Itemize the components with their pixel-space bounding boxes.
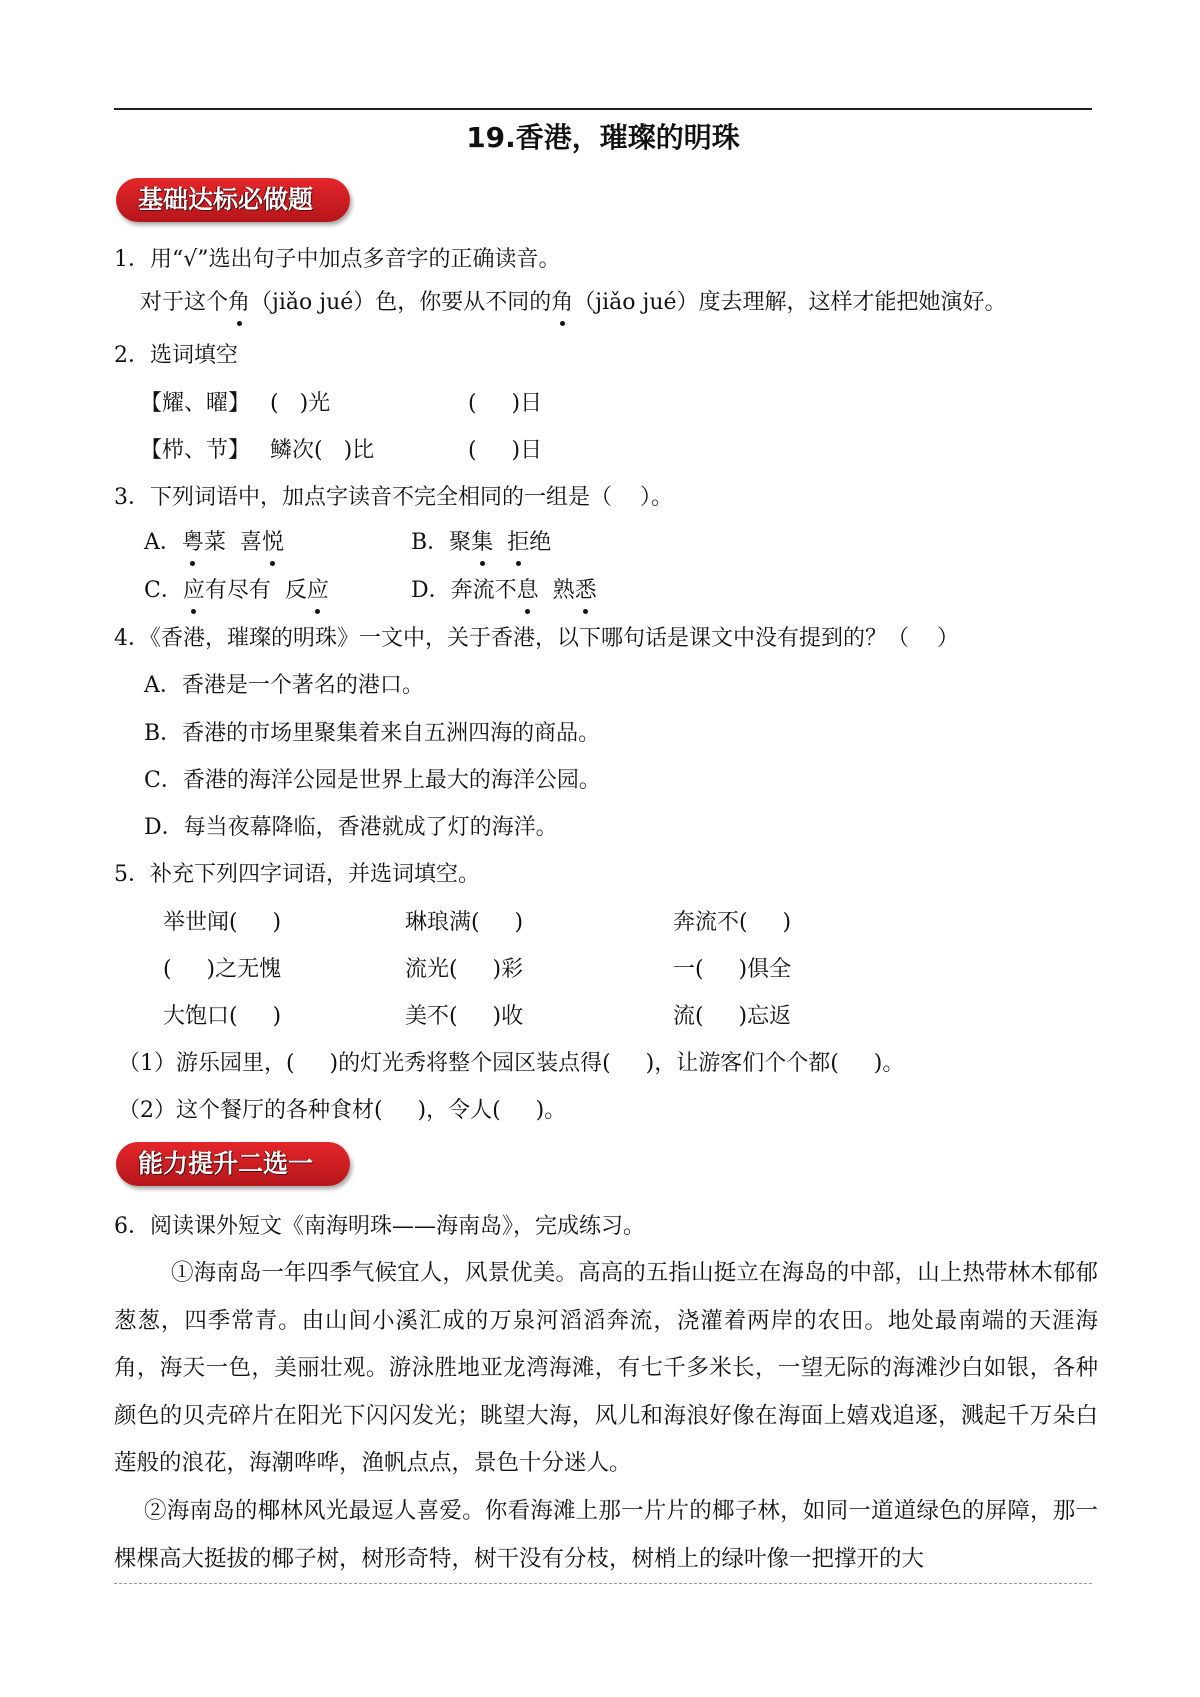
q5-idiom-r2c3: 一( )俱全 — [673, 957, 792, 982]
q3-a-word2-prefix: 喜 — [239, 530, 262, 555]
q3-d-label: D． — [411, 578, 451, 603]
q5-idiom-r1c2: 琳琅满( ) — [405, 910, 524, 935]
q3-option-c — [144, 574, 329, 608]
q2-row2-blank-b: ( )日 — [468, 438, 543, 463]
q3-c-dot1: 应 — [183, 574, 205, 608]
q1-text-c: （jiǎo jué）度去理解，这样才能把她演好。 — [573, 290, 1007, 315]
q3-b-dot1: 集 — [471, 526, 493, 560]
q3-c-label: C． — [144, 578, 183, 603]
q2-row2-blank-a: 鳞次( )比 — [270, 438, 375, 463]
q2-row1-options: 【耀、曜】 — [140, 391, 251, 416]
q5-idiom-r3c1: 大饱口( ) — [163, 1004, 282, 1029]
q3-b-dot2: 拒 — [507, 526, 529, 560]
q1-sentence — [140, 286, 1007, 320]
q5-stem: 5．补充下列四字词语，并选词填空。 — [114, 862, 480, 887]
q3-c-word2-prefix: 反 — [284, 578, 307, 603]
q5-idiom-r1c1: 举世闻( ) — [163, 910, 282, 935]
q3-option-a — [144, 526, 284, 560]
q3-d-word1-prefix: 奔流不 — [450, 578, 517, 603]
q5-sentence-1: （1）游乐园里，( )的灯光秀将整个园区装点得( )，让游客们个个都( )。 — [118, 1051, 905, 1076]
q3-option-b — [411, 526, 551, 560]
underline-rule — [114, 1583, 1092, 1584]
q5-idiom-r1c3: 奔流不( ) — [673, 910, 792, 935]
q5-idiom-r2c1: ( )之无愧 — [163, 957, 282, 982]
q1-stem: 1．用“√”选出句子中加点多音字的正确读音。 — [114, 247, 561, 272]
q1-dotted-char-2: 角 — [551, 286, 573, 320]
section-badge-basic: 基础达标必做题 — [116, 178, 350, 222]
q5-idiom-r3c2: 美不( )收 — [405, 1004, 524, 1029]
q1-text-b: （jiǎo jué）色，你要从不同的 — [250, 290, 552, 315]
q4-option-a: A．香港是一个著名的港口。 — [144, 673, 424, 698]
q4-option-d: D．每当夜幕降临，香港就成了灯的海洋。 — [144, 815, 558, 840]
q3-c-dot2: 应 — [307, 574, 329, 608]
q4-option-c: C．香港的海洋公园是世界上最大的海洋公园。 — [144, 768, 601, 793]
q5-idiom-r2c2: 流光( )彩 — [405, 957, 524, 982]
q4-stem: 4．《香港，璀璨的明珠》一文中，关于香港，以下哪句话是课文中没有提到的？（ ） — [114, 626, 959, 651]
q3-d-dot1: 息 — [517, 574, 539, 608]
q6-stem: 6．阅读课外短文《南海明珠——海南岛》，完成练习。 — [114, 1214, 645, 1239]
q2-row2-options: 【栉、节】 — [140, 438, 251, 463]
header-rule — [114, 108, 1092, 110]
section-badge-advanced: 能力提升二选一 — [116, 1142, 350, 1186]
q3-a-dot2: 悦 — [262, 526, 284, 560]
q2-stem: 2．选词填空 — [114, 343, 238, 368]
q1-text-a: 对于这个 — [140, 290, 229, 315]
q4-option-b: B．香港的市场里聚集着来自五洲四海的商品。 — [144, 721, 601, 746]
q1-dotted-char-1: 角 — [228, 286, 250, 320]
page-title: 19.香港，璀璨的明珠 — [466, 121, 740, 154]
q3-stem: 3．下列词语中，加点字读音不完全相同的一组是（ ）。 — [114, 485, 673, 510]
q2-row1-blank-a: ( )光 — [270, 391, 331, 416]
q3-a-label: A． — [144, 530, 182, 555]
q3-a-word1-rest: 菜 — [203, 530, 226, 555]
q3-d-dot2: 悉 — [575, 574, 597, 608]
q6-paragraph-2: ②海南岛的椰林风光最逗人喜爱。你看海滩上那一片片的椰子林，如同一道道绿色的屏障，那一棵棵高大挺拔的椰子树，树形奇特，树干没有分枝，树梢上的绿叶像一把撑开的大 — [114, 1498, 1098, 1572]
q5-idiom-r3c3: 流( )忘返 — [673, 1004, 792, 1029]
q3-d-word2-prefix: 熟 — [552, 578, 575, 603]
q3-c-word1-rest: 有尽有 — [204, 578, 271, 603]
q2-row1-blank-b: ( )日 — [468, 391, 543, 416]
q3-b-word1-prefix: 聚 — [449, 530, 472, 555]
q5-sentence-2: （2）这个餐厅的各种食材( )，令人( )。 — [118, 1098, 567, 1123]
q3-option-d — [411, 574, 597, 608]
q3-b-label: B． — [411, 530, 450, 555]
q3-a-dot1: 粤 — [182, 526, 204, 560]
q6-paragraph-1: ①海南岛一年四季气候宜人，风景优美。高高的五指山挺立在海岛的中部，山上热带林木郁郁葱葱，四季常青。由山间小溪汇成的万泉河滔滔奔流，浇灌着两岸的农田。地处最南端的天涯海角，海天一色，美丽壮观。游泳胜地亚龙湾海滩，有七千多米长，一望无际的海滩沙白如银，各种颜色的贝壳碎片在阳光下闪闪发光；眺望大海，风儿和海浪好像在海面上嬉戏追逐，溅起千万朵白莲般的浪花，海潮哗哗，渔帆点点，景色十分迷人。 — [114, 1260, 1098, 1476]
q3-b-word2-rest: 绝 — [529, 530, 552, 555]
